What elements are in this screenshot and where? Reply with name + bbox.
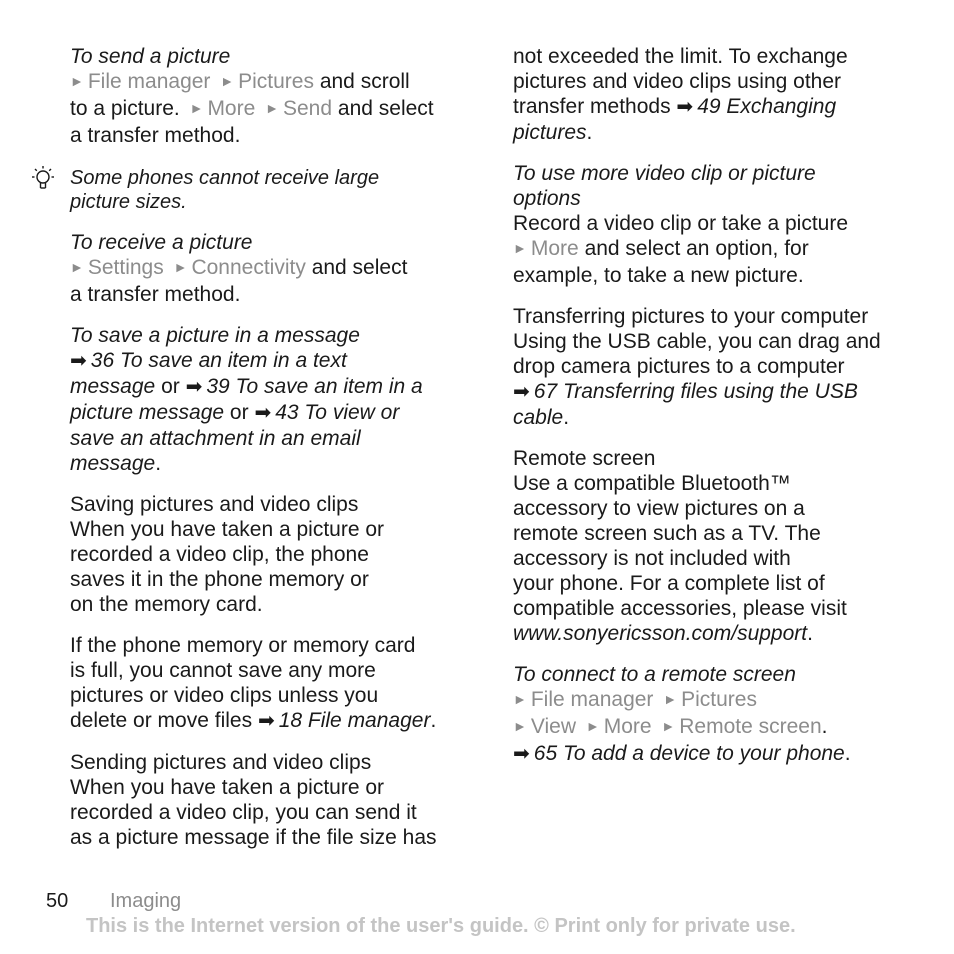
save-references: ➡ 36 To save an item in a text message or ➡ 39 To save an item in a picture message or ➡ 43 To view or save an attachment in an email message. [70,349,423,475]
more-options-steps: Record a video clip or take a picture ► More and select an option, for example, to take a new picture. [513,212,849,287]
heading-sending-pictures: Sending pictures and video clips [70,751,372,774]
heading-more-options: To use more video clip or picture options [513,162,816,210]
nav-triangle-icon: ► [513,691,527,707]
menu-path-remote-screen: Remote screen [679,715,822,738]
nav-triangle-icon: ► [513,718,527,734]
connect-steps: ► File manager ► Pictures ► View ► More ► Remote screen. ➡ 65 To add a device to your phone. [513,688,851,765]
lightbulb-icon [28,164,58,194]
ref-add-device: 65 To add a device to your phone [533,742,845,765]
ref-save-picture-message: 39 To save an item in a [206,375,423,398]
nav-triangle-icon: ► [70,259,84,275]
ref-view-attachment: 43 To view or [275,401,400,424]
nav-triangle-icon: ► [70,73,84,89]
saving-paragraph-2: If the phone memory or memory card is full, you cannot save any more pictures or video clips unless you delete or move files ➡ 18 File manager. [70,634,437,732]
page-number: 50 [46,890,69,912]
arrow-right-icon: ➡ [676,96,694,118]
menu-path-more: More [530,237,579,260]
send-steps: ► File manager ► Pictures and scroll to a picture. ► More ► Send and select a transfer method. [70,70,434,147]
menu-path-more: More [207,97,256,120]
menu-path-view: View [530,715,576,738]
menu-path-file-manager: File manager [530,688,654,711]
menu-path-send: Send [283,97,333,120]
nav-triangle-icon: ► [513,240,527,256]
arrow-right-icon: ➡ [513,381,530,403]
ref-transferring-files: 67 Transferring files using the USB [533,380,858,403]
support-url: www.sonyericsson.com/support [513,622,808,645]
transferring-paragraph: Using the USB cable, you can drag and drop camera pictures to a computer ➡ 67 Transferring files using the USB cable. [513,330,881,429]
section-name: Imaging [110,890,182,912]
sending-continued: not exceeded the limit. To exchange pictures and video clips using other transfer methods ➡ 49 Exchanging pictures. [513,45,848,144]
arrow-right-icon: ➡ [257,710,275,732]
heading-saving-pictures: Saving pictures and video clips [70,493,359,516]
right-column [513,44,923,767]
menu-path-settings: Settings [87,256,164,279]
menu-path-pictures: Pictures [681,688,757,711]
nav-triangle-icon: ► [663,691,678,707]
arrow-right-icon: ➡ [185,376,203,398]
arrow-right-icon: ➡ [513,743,530,765]
ref-file-manager: 18 File manager [278,709,431,732]
heading-save-picture-message: To save a picture in a message [70,324,360,347]
menu-path-pictures: Pictures [238,70,314,93]
remote-screen-paragraph: Use a compatible Bluetooth™ accessory to view pictures on a remote screen such as a TV. The accessory is not included with your phone. For a complete list of compatible accessories, please visit www.sonyericsson.com/support. [513,472,847,645]
ref-exchanging-pictures: 49 Exchanging [697,95,837,118]
receive-steps: ► Settings ► Connectivity and select a transfer method. [70,256,408,306]
saving-paragraph-1: When you have taken a picture or recorded a video clip, the phone saves it in the phone memory or on the memory card. [70,518,385,616]
nav-triangle-icon: ► [585,718,600,734]
arrow-right-icon: ➡ [70,350,87,372]
nav-triangle-icon: ► [661,718,676,734]
sending-paragraph: When you have taken a picture or recorded a video clip, you can send it as a picture message if the file size has [70,776,437,849]
heading-receive-picture: To receive a picture [70,231,253,254]
tip-text-line1: Some phones cannot receive large [70,167,380,189]
internet-version-note: This is the Internet version of the user's guide. © Print only for private use. [86,915,796,937]
nav-triangle-icon: ► [173,259,188,275]
nav-triangle-icon: ► [220,73,235,89]
left-column [70,44,470,850]
arrow-right-icon: ➡ [254,402,272,424]
nav-triangle-icon: ► [189,100,204,116]
tip-text-line2: picture sizes. [70,191,187,213]
nav-triangle-icon: ► [265,100,279,116]
tip-note [70,166,470,214]
menu-path-file-manager: File manager [87,70,211,93]
heading-transferring-pictures: Transferring pictures to your computer [513,305,869,328]
menu-path-connectivity: Connectivity [191,256,306,279]
heading-remote-screen: Remote screen [513,447,656,470]
menu-path-more: More [603,715,652,738]
heading-send-picture: To send a picture [70,45,231,68]
ref-save-text-message: 36 To save an item in a text [90,349,347,372]
heading-connect-remote-screen: To connect to a remote screen [513,663,796,686]
